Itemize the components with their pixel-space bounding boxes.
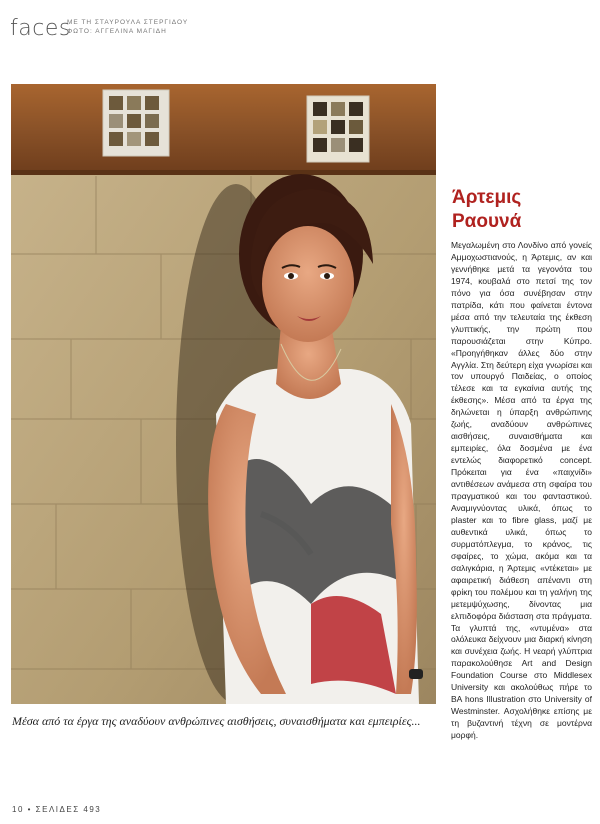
page-number: 10 — [12, 805, 24, 814]
credits — [67, 18, 188, 36]
headline-last-name: Ραουνά — [452, 211, 522, 232]
portrait-photo — [11, 84, 436, 704]
author-credit: ΜΕ ΤΗ ΣΤΑΥΡΟΥΛΑ ΣΤΕΡΓΙΔΟΥ — [67, 19, 189, 26]
portrait-photo-drawing — [11, 84, 436, 704]
headline-first-name: Άρτεμις — [452, 187, 522, 208]
photo-credit: ΦΩΤΟ: ΑΓΓΕΛΙΝΑ ΜΑΓΙΔΗ — [67, 28, 167, 35]
issue-number: 493 — [83, 805, 102, 814]
publication-name: ΣΕΛΙΔΕΣ — [35, 805, 80, 814]
section-tag: faces — [10, 16, 71, 41]
article-headline — [452, 186, 592, 234]
page-footer: 10 • ΣΕΛΙΔΕΣ 493 — [12, 805, 102, 814]
photo-caption: Μέσα από τα έργα της αναδύουν ανθρώπινες αισθήσεις, συναισθήματα και εμπειρίες... — [12, 714, 421, 728]
article-body: Μεγαλωμένη στο Λονδίνο από γονείς Αμμοχωστιανούς, η Άρτεμις, αν και γεννήθηκε μετά τα γεγονότα του 1974, κουβαλά στο πετσί της τον πόνο για όσα συνέβησαν στην πατρίδα, κάτι που φαίνεται έντονα μέσα από την τελευταία της έκθεση γλυπτικής, την πρώτη που παρουσιάζεται στην Κύπρο. «Προηγήθηκαν άλλες δύο στην Αγγλία. Στη δεύτερη είχα γνωρίσει και τον υπουργό Παιδείας, ο οποίος τέλεσε και τα εγκαίνια αυτής της έκθεσης». Μέσα από τα έργα της δηλώνεται η ύπαρξη ανθρώπινης ζωής, αναδύουν ανθρώπινες αισθήσεις, συναισθήματα και εμπειρίες, όλα δοσμένα με ένα εντελώς διαφορετικό concept. Πρόκειται για ένα «παιχνίδι» αντιθέσεων ανάμεσα στη σφαίρα του πραγματικού και του φανταστικού. Αναμιγνύοντας υλικά, όπως το plaster και το fibre glass, μαζί με αυθεντικά υλικά, όπως το συρματόπλεγμα, το κράνος, τις σφαίρες, το χώμα, ακόμα και τα σαλιγκάρια, η Άρτεμις «ντέκεται» με αφαιρετική διάθεση απέναντι στη φρίκη του πολέμου και τη γαλήνη της μετεμψύχωσης, δίνοντας μια ελπιδοφόρα διάσταση στα πράγματα. Τα γλυπτά της, «ντυμένα» στα ολόλευκα δείχνουν μια διαρκή κίνηση και συνέχεια ζωής. Η νεαρή γλύπτρια παρακολούθησε Art and Design Foundation Course στο Middlesex University και ακολούθως πήρε το BA hons Illustration στο University of Westminster. Ασχολήθηκε επίσης με τη βυζαντινή τέχνη σε μοντέρνα μορφή. — [451, 240, 592, 741]
